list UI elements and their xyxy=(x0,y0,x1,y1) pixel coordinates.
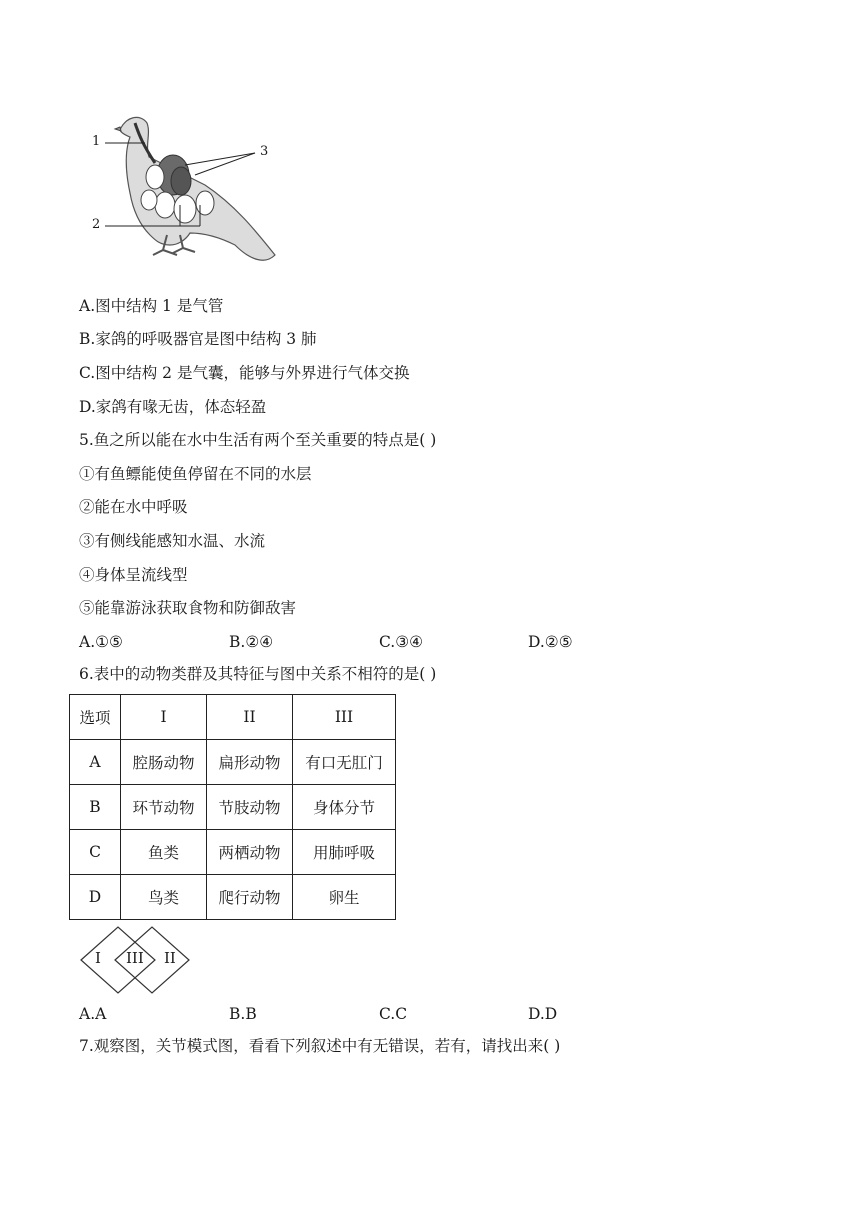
table-row xyxy=(70,740,396,785)
table-cell: B xyxy=(70,785,121,830)
q7-stem: 7.观察图，关节模式图，看看下列叙述中有无错误，若有，请找出来( ) xyxy=(79,1037,561,1055)
air-sac xyxy=(146,165,164,189)
q6-table xyxy=(69,694,396,920)
bird-label-3: 3 xyxy=(260,144,269,159)
table-cell: 用肺呼吸 xyxy=(293,830,396,875)
table-cell: C xyxy=(70,830,121,875)
q5-item-5: ⑤能靠游泳获取食物和防御敌害 xyxy=(79,599,297,617)
q5-option-a: A.①⑤ xyxy=(79,633,123,651)
table-cell: A xyxy=(70,740,121,785)
air-sac xyxy=(141,190,157,210)
table-header-cell: I xyxy=(121,695,207,740)
pigeon-body xyxy=(120,117,275,260)
q5-option-b: B.②④ xyxy=(229,633,274,651)
diagram-label-1: I xyxy=(95,949,101,967)
table-row xyxy=(70,785,396,830)
q5-item-3: ③有侧线能感知水温、水流 xyxy=(79,532,266,550)
bird-label-2: 2 xyxy=(92,217,101,232)
table-header-cell: II xyxy=(207,695,293,740)
q4-option-a: A.图中结构 1 是气管 xyxy=(79,297,224,315)
bird-label-1: 1 xyxy=(92,134,101,149)
q6-option-c: C.C xyxy=(379,1005,408,1023)
q6-option-d: D.D xyxy=(528,1005,558,1023)
q5-stem: 5.鱼之所以能在水中生活有两个至关重要的特点是( ) xyxy=(79,431,437,449)
table-cell: 爬行动物 xyxy=(207,875,293,920)
air-sac xyxy=(196,191,214,215)
q4-option-c: C.图中结构 2 是气囊，能够与外界进行气体交换 xyxy=(79,364,410,382)
table-cell: 身体分节 xyxy=(293,785,396,830)
table-cell: 节肢动物 xyxy=(207,785,293,830)
q5-item-4: ④身体呈流线型 xyxy=(79,566,188,584)
table-cell: 鸟类 xyxy=(121,875,207,920)
table-header-cell: 选项 xyxy=(70,695,121,740)
table-header-row xyxy=(70,695,396,740)
table-row xyxy=(70,830,396,875)
q6-stem: 6.表中的动物类群及其特征与图中关系不相符的是( ) xyxy=(79,665,437,683)
table-cell: 卵生 xyxy=(293,875,396,920)
table-header-cell: III xyxy=(293,695,396,740)
table-cell: D xyxy=(70,875,121,920)
table-cell: 两栖动物 xyxy=(207,830,293,875)
lung xyxy=(171,167,191,195)
q4-option-b: B.家鸽的呼吸器官是图中结构 3 肺 xyxy=(79,330,317,348)
table-cell: 有口无肛门 xyxy=(293,740,396,785)
q5-item-2: ②能在水中呼吸 xyxy=(79,498,188,516)
table-cell: 环节动物 xyxy=(121,785,207,830)
q5-item-1: ①有鱼鳔能使鱼停留在不同的水层 xyxy=(79,465,312,483)
air-sac xyxy=(174,195,196,223)
air-sac xyxy=(155,192,175,218)
q6-option-b: B.B xyxy=(229,1005,257,1023)
pigeon-beak xyxy=(115,127,121,131)
table-cell: 扁形动物 xyxy=(207,740,293,785)
table-cell: 鱼类 xyxy=(121,830,207,875)
pigeon-figure xyxy=(85,105,285,270)
q4-option-d: D.家鸽有喙无齿，体态轻盈 xyxy=(79,398,267,416)
diagram-label-3: III xyxy=(126,949,144,967)
q5-option-c: C.③④ xyxy=(379,633,424,651)
table-cell: 腔肠动物 xyxy=(121,740,207,785)
table-row xyxy=(70,875,396,920)
q5-option-d: D.②⑤ xyxy=(528,633,573,651)
diagram-label-2: II xyxy=(164,949,176,967)
q6-option-a: A.A xyxy=(79,1005,107,1023)
